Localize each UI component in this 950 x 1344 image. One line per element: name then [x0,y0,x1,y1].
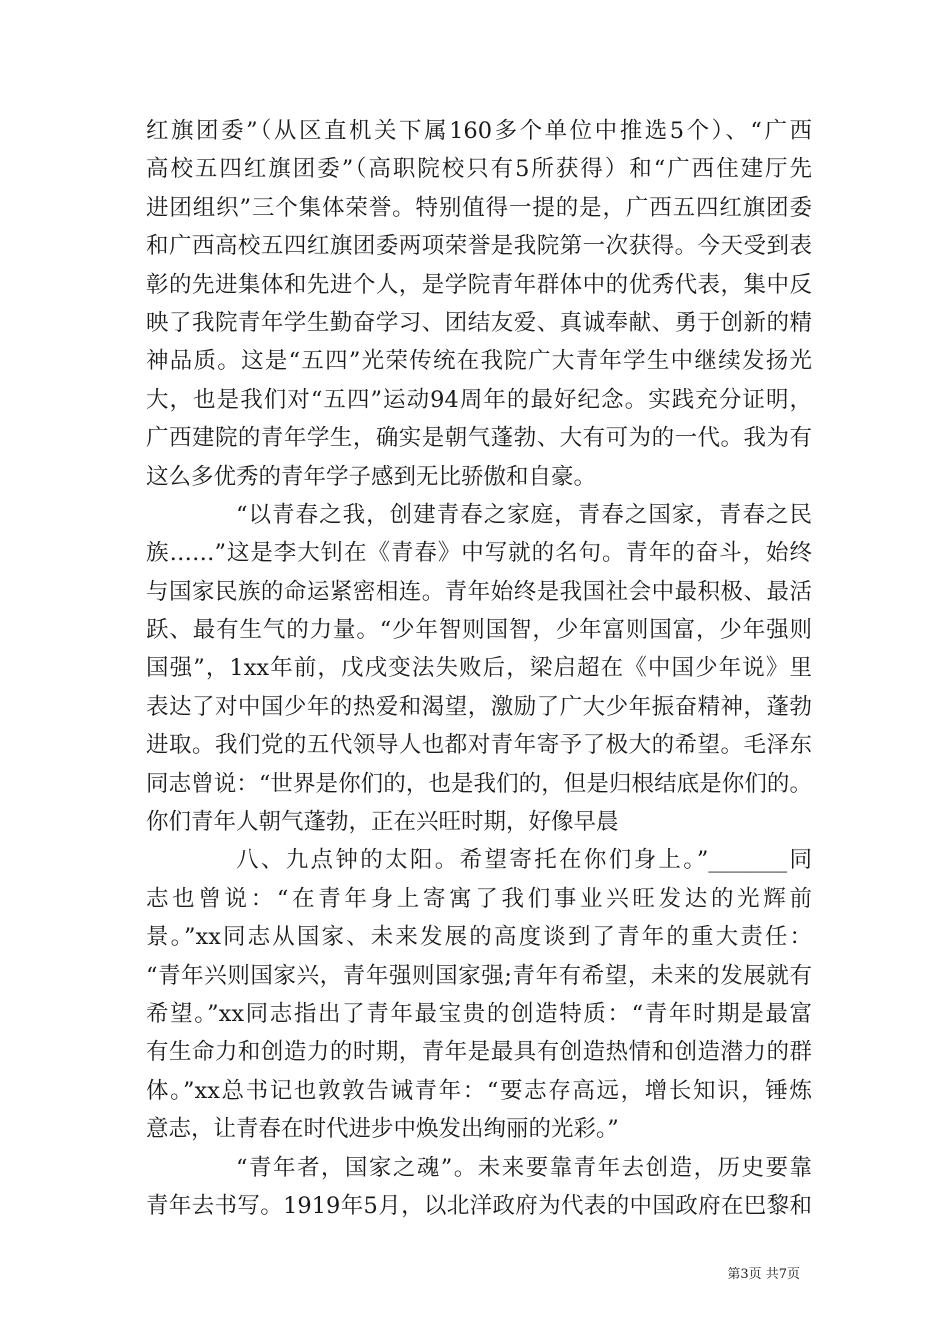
page-number-footer: 第3页 共7页 [727,1267,800,1282]
text-line: 广西建院的青年学生，确实是朝气蓬勃、大有可为的一代。我为有 [146,425,812,452]
text-line: 族……”这是李大钊在《青春》中写就的名句。青年的奋斗，始终 [146,540,812,567]
text-line: 青年去书写。1919年5月，以北洋政府为代表的中国政府在巴黎和 [146,1192,812,1219]
text-line: 映了我院青年学生勤奋学习、团结友爱、真诚奉献、勇于创新的精 [146,309,812,336]
body-text [146,112,812,1225]
text-line: 这么多优秀的青年学子感到无比骄傲和自豪。 [146,463,597,490]
text-line: 进团组织”三个集体荣誉。特别值得一提的是，广西五四红旗团委 [146,194,812,221]
paragraph-start-line: “以青春之我，创建青春之家庭，青春之国家，青春之民 [236,501,812,528]
text-line: 大，也是我们对“五四”运动94周年的最好纪念。实践充分证明， [146,386,812,413]
text-line: 有生命力和创造力的时期，青年是最具有创造热情和创造潜力的群 [146,1039,812,1066]
text-line: “青年兴则国家兴，青年强则国家强;青年有希望，未来的发展就有 [146,962,812,989]
paragraph-start-line: “青年者，国家之魂”。未来要靠青年去创造，历史要靠 [236,1154,812,1181]
text-line: 彰的先进集体和先进个人，是学院青年群体中的优秀代表，集中反 [146,271,812,298]
text-line: 意志，让青春在时代进步中焕发出绚丽的光彩。” [146,1116,619,1143]
text-line: 红旗团委”（从区直机关下属160多个单位中推选5个）、“广西 [146,118,812,144]
text-line: 国强”，1xx年前，戊戌变法失败后，梁启超在《中国少年说》里 [146,655,812,682]
text-line: 表达了对中国少年的热爱和渴望，激励了广大少年振奋精神，蓬勃 [146,693,812,720]
text-line: 同志曾说：“世界是你们的，也是我们的，但是归根结底是你们的。 [146,770,812,797]
text-line: 与国家民族的命运紧密相连。青年始终是我国社会中最积极、最活 [146,578,812,605]
text-line: 希望。”xx同志指出了青年最宝贵的创造特质：“青年时期是最富 [146,1000,812,1027]
text-line: 体。”xx总书记也敦敦告诫青年：“要志存高远，增长知识，锤炼 [146,1077,812,1104]
text-line: 进取。我们党的五代领导人也都对青年寄予了极大的希望。毛泽东 [146,732,812,759]
text-line: 神品质。这是“五四”光荣传统在我院广大青年学生中继续发扬光 [146,348,812,375]
text-line: 志也曾说：“在青年身上寄寓了我们事业兴旺发达的光辉前 [146,885,812,912]
text-line: 你们青年人朝气蓬勃，正在兴旺时期，好像早晨 [146,809,619,836]
text-line: 跃、最有生气的力量。“少年智则国智，少年富则国富，少年强则 [146,617,812,644]
text-line: 和广西高校五四红旗团委两项荣誉是我院第一次获得。今天受到表 [146,233,812,260]
text-line: 高校五四红旗团委”（高职院校只有5所获得）和“广西住建厅先 [146,156,812,183]
text-line: 景。”xx同志从国家、未来发展的高度谈到了青年的重大责任： [146,924,812,951]
paragraph-start-line: 八、九点钟的太阳。希望寄托在你们身上。”_______同 [236,847,812,874]
